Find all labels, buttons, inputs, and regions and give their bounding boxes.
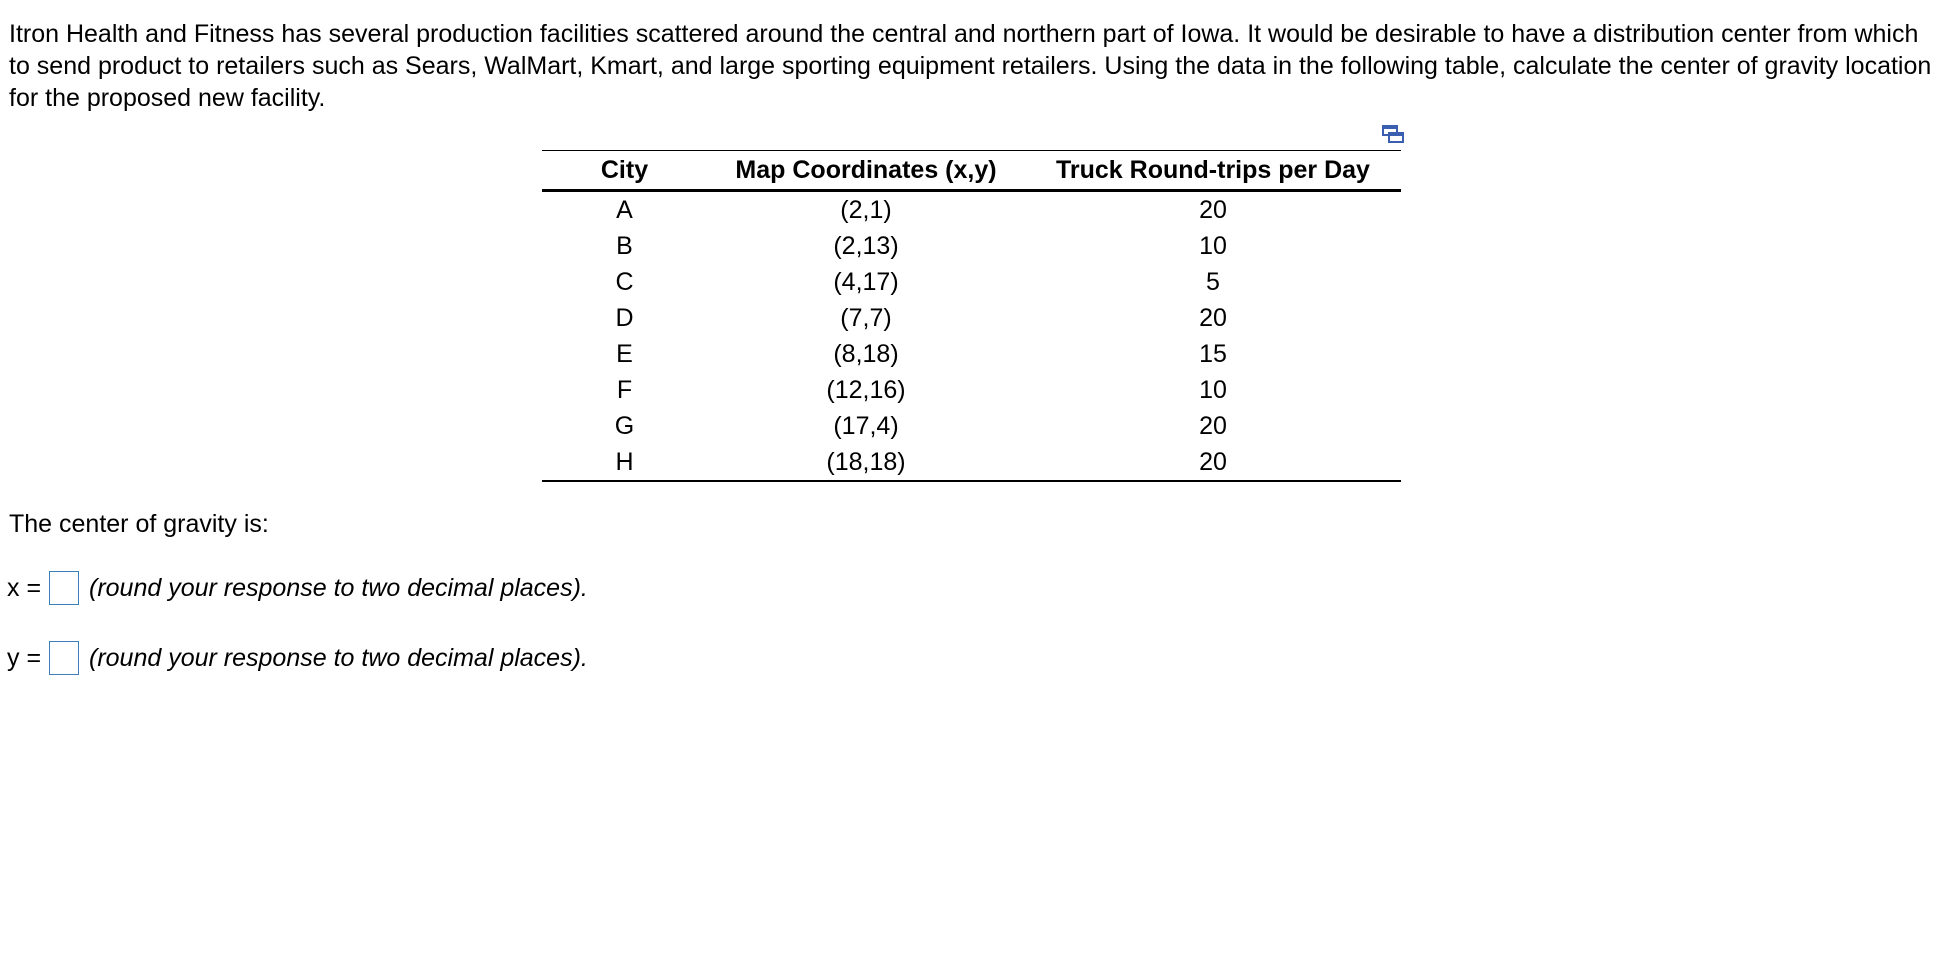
- cell-trips: 10: [1199, 375, 1227, 404]
- cell-coordinates: (17,4): [833, 411, 899, 440]
- table-row: [542, 336, 1401, 372]
- y-label: y =: [7, 643, 42, 672]
- table-row: [542, 408, 1401, 444]
- y-rounding-hint: (round your response to two decimal places).: [89, 643, 588, 672]
- cell-trips: 5: [1206, 267, 1220, 296]
- header-city: City: [542, 151, 707, 191]
- x-label: x =: [7, 573, 42, 602]
- cell-coordinates: (12,16): [826, 375, 906, 404]
- x-answer-row: [7, 570, 588, 606]
- cell-coordinates: (18,18): [707, 444, 1025, 481]
- cell-city: D: [615, 303, 634, 332]
- header-coordinates: Map Coordinates (x,y): [707, 151, 1025, 191]
- cell-coordinates: (2,13): [833, 231, 899, 260]
- table-row: [542, 444, 1401, 481]
- y-answer-input[interactable]: [49, 641, 79, 675]
- table-row: [542, 228, 1401, 264]
- popout-window-icon[interactable]: [1382, 124, 1404, 144]
- cell-coordinates: (7,7): [840, 303, 892, 332]
- x-answer-input[interactable]: [49, 571, 79, 605]
- y-answer-row: [7, 640, 588, 676]
- cell-trips: 20: [1199, 195, 1227, 224]
- table-header-row: [542, 151, 1401, 191]
- data-table: [542, 150, 1401, 482]
- cell-coordinates: (8,18): [833, 339, 899, 368]
- cell-city: A: [616, 195, 633, 224]
- x-rounding-hint: (round your response to two decimal places).: [89, 573, 588, 602]
- cell-trips: 20: [1025, 444, 1401, 481]
- table-row: [542, 191, 1401, 229]
- table-row: [542, 372, 1401, 408]
- cell-trips: 20: [1199, 411, 1227, 440]
- cell-city: C: [615, 267, 634, 296]
- problem-statement: Itron Health and Fitness has several production facilities scattered around the central and northern part of Iowa. It would be desirable to have a distribution center from which to send product to retailers such as Sears, WalMart, Kmart, and large sporting equipment retailers. Using the data in the following table, calculate the center of gravity location for the proposed new facility.: [9, 20, 1932, 112]
- cell-trips: 15: [1199, 339, 1227, 368]
- center-of-gravity-label: The center of gravity is:: [9, 510, 269, 538]
- cell-city: H: [542, 444, 707, 481]
- header-trips: Truck Round-trips per Day: [1025, 151, 1401, 191]
- table-row: [542, 264, 1401, 300]
- cell-city: B: [616, 231, 633, 260]
- table-row: [542, 300, 1401, 336]
- cell-coordinates: (2,1): [840, 195, 892, 224]
- cell-city: G: [614, 411, 635, 440]
- cell-trips: 20: [1199, 303, 1227, 332]
- cell-trips: 10: [1199, 231, 1227, 260]
- cell-coordinates: (4,17): [833, 267, 899, 296]
- cell-city: E: [616, 339, 633, 368]
- cell-city: F: [616, 375, 633, 404]
